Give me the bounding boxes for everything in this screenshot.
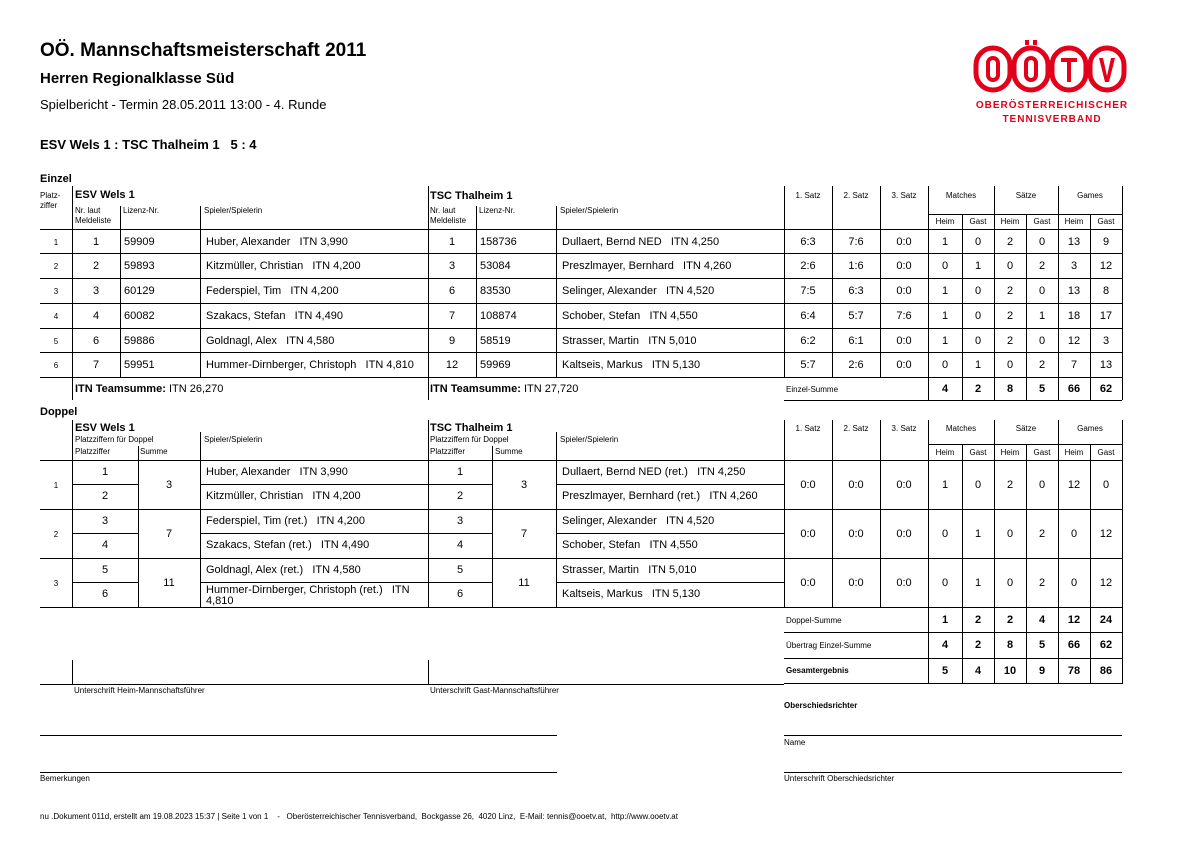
home-player-name: Kitzmüller, Christian ITN 4,200 bbox=[206, 260, 361, 272]
saetze-heim: 2 bbox=[1006, 335, 1014, 347]
row-platzziffer: 6 bbox=[53, 361, 59, 370]
uebertrag-label: Übertrag Einzel-Summe bbox=[786, 641, 872, 650]
logo-line-2: TENNISVERBAND bbox=[1002, 114, 1102, 125]
doppel-away-team: TSC Thalheim 1 bbox=[430, 422, 513, 434]
games-gast: 8 bbox=[1102, 285, 1110, 297]
home-lizenz-nr: 59909 bbox=[124, 236, 155, 248]
spieler-header-away-doppel: Spieler/Spielerin bbox=[560, 435, 619, 444]
home-meldeliste-nr: 1 bbox=[92, 236, 100, 248]
satz3-score: 0:0 bbox=[896, 335, 912, 347]
home-player-name: Federspiel, Tim ITN 4,200 bbox=[206, 285, 339, 297]
satz2-score: 5:7 bbox=[848, 310, 864, 322]
doppel-games-gast: 12 bbox=[1099, 528, 1113, 540]
away-itn-summe bbox=[430, 383, 578, 395]
home-meldeliste-nr: 4 bbox=[92, 310, 100, 322]
referee-title: Oberschiedsrichter bbox=[784, 701, 858, 710]
away-captain-signature-label: Unterschrift Gast-Mannschaftsführer bbox=[430, 686, 559, 695]
lizenz-header-away: Lizenz-Nr. bbox=[479, 206, 516, 215]
away-platzziffer-1: 1 bbox=[456, 466, 464, 478]
platzziffer-header: Platz-ziffer bbox=[40, 191, 61, 210]
doppel-matches-gast-header: Gast bbox=[969, 448, 987, 457]
satz1-score: 6:4 bbox=[800, 310, 816, 322]
saetze-heim: 0 bbox=[1006, 359, 1014, 371]
matches-gast: 0 bbox=[974, 285, 982, 297]
games-heim: 13 bbox=[1067, 285, 1081, 297]
satz2-score: 1:6 bbox=[848, 260, 864, 272]
satz2-score: 6:3 bbox=[848, 285, 864, 297]
doppel-sum-sh: 2 bbox=[1006, 614, 1014, 626]
matches-gast: 0 bbox=[974, 335, 982, 347]
doppel-matches-heim: 0 bbox=[941, 577, 949, 589]
home-platzziffer-1: 5 bbox=[101, 564, 109, 576]
doppel-games-header: Games bbox=[1077, 424, 1103, 433]
report-subtitle: Spielbericht - Termin 28.05.2011 13:00 - 4. Runde bbox=[40, 97, 327, 112]
home-lizenz-nr: 60082 bbox=[124, 310, 155, 322]
games-gast: 13 bbox=[1099, 359, 1113, 371]
doppel-games-heim: 12 bbox=[1067, 479, 1081, 491]
satz3-score: 0:0 bbox=[896, 359, 912, 371]
doppel-matches-gast: 0 bbox=[974, 479, 982, 491]
matches-heim: 1 bbox=[941, 285, 949, 297]
saetze-heim-header: Heim bbox=[1000, 217, 1020, 226]
gesamt-sum-sg: 9 bbox=[1038, 665, 1046, 677]
summe-header-home: Summe bbox=[140, 447, 168, 456]
satz3-score: 0:0 bbox=[896, 285, 912, 297]
uebertrag-sum-gh: 66 bbox=[1067, 639, 1081, 651]
home-itn-summe bbox=[75, 383, 223, 395]
saetze-heim: 2 bbox=[1006, 285, 1014, 297]
home-lizenz-nr: 59893 bbox=[124, 260, 155, 272]
satz3-header: 3. Satz bbox=[891, 191, 917, 200]
home-player-2: Kitzmüller, Christian ITN 4,200 bbox=[206, 490, 361, 502]
away-player-name: Kaltseis, Markus ITN 5,130 bbox=[562, 359, 701, 371]
uebertrag-sum-gg: 62 bbox=[1099, 639, 1113, 651]
away-lizenz-nr: 58519 bbox=[480, 335, 511, 347]
doppel-saetze-heim: 2 bbox=[1006, 479, 1014, 491]
doppel-summe-label: Doppel-Summe bbox=[786, 616, 842, 625]
referee-name-label: Name bbox=[784, 738, 806, 747]
saetze-heim: 2 bbox=[1006, 236, 1014, 248]
doppel-satz1-score: 0:0 bbox=[800, 479, 816, 491]
doppel-saetze-heim: 0 bbox=[1006, 528, 1014, 540]
doppel-saetze-gast: 0 bbox=[1038, 479, 1046, 491]
home-platzziffer-1: 3 bbox=[101, 515, 109, 527]
nr-header-away: Nr. laut Meldeliste bbox=[430, 206, 467, 225]
home-meldeliste-nr: 3 bbox=[92, 285, 100, 297]
footer-text: nu .Dokument 011d, erstellt am 19.08.2023 15:37 | Seite 1 von 1 - Oberösterreichischer Tennisverband, Bockgasse 26, 4020 Linz, E-Mail: tennis@ooetv.at, http://www.ooetv.at bbox=[40, 812, 678, 821]
away-player-1: Strasser, Martin ITN 5,010 bbox=[562, 564, 697, 576]
satz1-score: 6:2 bbox=[800, 335, 816, 347]
games-heim: 7 bbox=[1070, 359, 1078, 371]
matches-gast: 1 bbox=[974, 260, 982, 272]
games-heim: 12 bbox=[1067, 335, 1081, 347]
games-gast: 17 bbox=[1099, 310, 1113, 322]
gesamtergebnis-label: Gesamtergebnis bbox=[786, 666, 849, 675]
satz1-score: 2:6 bbox=[800, 260, 816, 272]
doppel-saetze-header: Sätze bbox=[1015, 424, 1037, 433]
away-player-name: Dullaert, Bernd NED ITN 4,250 bbox=[562, 236, 720, 248]
page-title: OÖ. Mannschaftsmeisterschaft 2011 bbox=[40, 40, 367, 61]
doppel-home-team: ESV Wels 1 bbox=[75, 422, 135, 434]
matches-heim: 1 bbox=[941, 335, 949, 347]
satz1-header: 1. Satz bbox=[795, 191, 821, 200]
away-itn-value: ITN 27,720 bbox=[523, 383, 579, 395]
itn-label-away: ITN Teamsumme: bbox=[430, 383, 521, 395]
pz-doppel-header-home: Platzziffern für Doppel bbox=[75, 435, 154, 444]
satz1-score: 5:7 bbox=[800, 359, 816, 371]
saetze-gast: 1 bbox=[1038, 310, 1046, 322]
home-player-name: Goldnagl, Alex ITN 4,580 bbox=[206, 335, 335, 347]
away-meldeliste-nr: 3 bbox=[448, 260, 456, 272]
doppel-sum-gg: 24 bbox=[1099, 614, 1113, 626]
satz1-score: 6:3 bbox=[800, 236, 816, 248]
referee-signature-label: Unterschrift Oberschiedsrichter bbox=[784, 774, 895, 783]
doppel-games-heim: 0 bbox=[1070, 528, 1078, 540]
home-lizenz-nr: 60129 bbox=[124, 285, 155, 297]
doppel-satz1-score: 0:0 bbox=[800, 577, 816, 589]
home-platzziffer-2: 4 bbox=[101, 539, 109, 551]
away-lizenz-nr: 158736 bbox=[480, 236, 517, 248]
pz-doppel-header-away: Platzziffern für Doppel bbox=[430, 435, 509, 444]
home-player-name: Huber, Alexander ITN 3,990 bbox=[206, 236, 348, 248]
remarks-label: Bemerkungen bbox=[40, 774, 90, 783]
away-platzziffer-2: 6 bbox=[456, 588, 464, 600]
doppel-games-gast: 0 bbox=[1102, 479, 1110, 491]
satz3-score: 7:6 bbox=[896, 310, 912, 322]
doppel-sum-sg: 4 bbox=[1038, 614, 1046, 626]
away-meldeliste-nr: 12 bbox=[445, 359, 459, 371]
saetze-header: Sätze bbox=[1015, 191, 1037, 200]
away-meldeliste-nr: 9 bbox=[448, 335, 456, 347]
away-player-2: Preszlmayer, Bernhard (ret.) ITN 4,260 bbox=[562, 490, 758, 502]
games-gast: 3 bbox=[1102, 335, 1110, 347]
doppel-satz2-header: 2. Satz bbox=[843, 424, 869, 433]
gesamt-sum-mg: 4 bbox=[974, 665, 982, 677]
doppel-saetze-heim-header: Heim bbox=[1000, 448, 1020, 457]
games-heim: 13 bbox=[1067, 236, 1081, 248]
gesamt-sum-sh: 10 bbox=[1003, 665, 1017, 677]
row-platzziffer: 4 bbox=[53, 312, 59, 321]
games-heim-header: Heim bbox=[1064, 217, 1084, 226]
saetze-gast: 2 bbox=[1038, 359, 1046, 371]
saetze-gast: 0 bbox=[1038, 285, 1046, 297]
doppel-satz3-header: 3. Satz bbox=[891, 424, 917, 433]
doppel-satz3-score: 0:0 bbox=[896, 577, 912, 589]
doppel-satz2-score: 0:0 bbox=[848, 577, 864, 589]
home-platzziffer-summe: 11 bbox=[163, 577, 175, 589]
doppel-saetze-gast: 2 bbox=[1038, 577, 1046, 589]
home-player-2: Szakacs, Stefan (ret.) ITN 4,490 bbox=[206, 539, 370, 551]
satz2-score: 7:6 bbox=[848, 236, 864, 248]
doppel-matches-gast: 1 bbox=[974, 528, 982, 540]
home-meldeliste-nr: 6 bbox=[92, 335, 100, 347]
matches-heim: 0 bbox=[941, 260, 949, 272]
doppel-sum-gh: 12 bbox=[1067, 614, 1081, 626]
home-meldeliste-nr: 2 bbox=[92, 260, 100, 272]
games-heim: 3 bbox=[1070, 260, 1078, 272]
away-meldeliste-nr: 7 bbox=[448, 310, 456, 322]
doppel-saetze-gast-header: Gast bbox=[1033, 448, 1051, 457]
home-player-name: Hummer-Dirnberger, Christoph ITN 4,810 bbox=[206, 359, 414, 371]
einzel-sum-sg: 5 bbox=[1038, 383, 1046, 395]
spieler-header-home-doppel: Spieler/Spielerin bbox=[204, 435, 263, 444]
doppel-saetze-gast: 2 bbox=[1038, 528, 1046, 540]
einzel-section-title: Einzel bbox=[40, 173, 72, 185]
doppel-matches-heim: 0 bbox=[941, 528, 949, 540]
itn-label-home: ITN Teamsumme: bbox=[75, 383, 166, 395]
home-player-1: Huber, Alexander ITN 3,990 bbox=[206, 466, 348, 478]
satz3-score: 0:0 bbox=[896, 236, 912, 248]
away-platzziffer-summe: 7 bbox=[520, 528, 528, 540]
games-gast: 12 bbox=[1099, 260, 1113, 272]
saetze-gast-header: Gast bbox=[1033, 217, 1051, 226]
einzel-summe-label: Einzel-Summe bbox=[786, 385, 839, 394]
doppel-satz3-score: 0:0 bbox=[896, 479, 912, 491]
home-platzziffer-2: 2 bbox=[101, 490, 109, 502]
away-lizenz-nr: 59969 bbox=[480, 359, 511, 371]
nr-header-home: Nr. laut Meldeliste bbox=[75, 206, 112, 225]
doppel-games-heim: 0 bbox=[1070, 577, 1078, 589]
einzel-sum-gh: 66 bbox=[1067, 383, 1081, 395]
einzel-home-team: ESV Wels 1 bbox=[75, 189, 135, 201]
saetze-heim: 2 bbox=[1006, 310, 1014, 322]
home-player-name: Szakacs, Stefan ITN 4,490 bbox=[206, 310, 343, 322]
away-meldeliste-nr: 1 bbox=[448, 236, 456, 248]
home-player-2-cont: 4,810 bbox=[206, 595, 234, 607]
matches-gast-header: Gast bbox=[969, 217, 987, 226]
doppel-games-heim-header: Heim bbox=[1064, 448, 1084, 457]
saetze-gast: 0 bbox=[1038, 335, 1046, 347]
einzel-sum-sh: 8 bbox=[1006, 383, 1014, 395]
away-lizenz-nr: 83530 bbox=[480, 285, 511, 297]
matches-header: Matches bbox=[945, 191, 977, 200]
satz2-score: 2:6 bbox=[848, 359, 864, 371]
home-lizenz-nr: 59886 bbox=[124, 335, 155, 347]
saetze-gast: 0 bbox=[1038, 236, 1046, 248]
platzziffer-header-away: Platzziffer bbox=[430, 447, 465, 456]
away-player-name: Selinger, Alexander ITN 4,520 bbox=[562, 285, 715, 297]
doppel-satz1-score: 0:0 bbox=[800, 528, 816, 540]
home-player-1: Goldnagl, Alex (ret.) ITN 4,580 bbox=[206, 564, 361, 576]
saetze-heim: 0 bbox=[1006, 260, 1014, 272]
matches-gast: 0 bbox=[974, 236, 982, 248]
doppel-satz1-header: 1. Satz bbox=[795, 424, 821, 433]
doppel-matches-gast: 1 bbox=[974, 577, 982, 589]
home-platzziffer-1: 1 bbox=[101, 466, 109, 478]
games-gast: 9 bbox=[1102, 236, 1110, 248]
einzel-sum-gg: 62 bbox=[1099, 383, 1113, 395]
away-platzziffer-1: 3 bbox=[456, 515, 464, 527]
away-platzziffer-summe: 3 bbox=[520, 479, 528, 491]
games-gast-header: Gast bbox=[1097, 217, 1115, 226]
row-platzziffer: 2 bbox=[53, 262, 59, 271]
doppel-sum-mh: 1 bbox=[941, 614, 949, 626]
row-platzziffer: 1 bbox=[53, 238, 59, 247]
doppel-games-gast: 12 bbox=[1099, 577, 1113, 589]
away-player-name: Schober, Stefan ITN 4,550 bbox=[562, 310, 698, 322]
away-platzziffer-1: 5 bbox=[456, 564, 464, 576]
satz1-score: 7:5 bbox=[800, 285, 816, 297]
away-player-1: Dullaert, Bernd NED (ret.) ITN 4,250 bbox=[562, 466, 746, 478]
satz3-score: 0:0 bbox=[896, 260, 912, 272]
einzel-away-team: TSC Thalheim 1 bbox=[430, 190, 513, 202]
gesamt-sum-mh: 5 bbox=[941, 665, 949, 677]
gesamt-sum-gg: 86 bbox=[1099, 665, 1113, 677]
doppel-row-platzziffer: 3 bbox=[53, 579, 59, 588]
doppel-matches-header: Matches bbox=[945, 424, 977, 433]
matches-heim: 1 bbox=[941, 310, 949, 322]
away-lizenz-nr: 53084 bbox=[480, 260, 511, 272]
satz2-header: 2. Satz bbox=[843, 191, 869, 200]
doppel-saetze-heim: 0 bbox=[1006, 577, 1014, 589]
satz2-score: 6:1 bbox=[848, 335, 864, 347]
summe-header-away: Summe bbox=[495, 447, 523, 456]
doppel-matches-heim: 1 bbox=[941, 479, 949, 491]
platzziffer-header-home: Platzziffer bbox=[75, 447, 110, 456]
away-player-2: Schober, Stefan ITN 4,550 bbox=[562, 539, 698, 551]
home-lizenz-nr: 59951 bbox=[124, 359, 155, 371]
away-player-1: Selinger, Alexander ITN 4,520 bbox=[562, 515, 715, 527]
row-platzziffer: 3 bbox=[53, 287, 59, 296]
away-platzziffer-2: 2 bbox=[456, 490, 464, 502]
doppel-satz3-score: 0:0 bbox=[896, 528, 912, 540]
uebertrag-sum-mh: 4 bbox=[941, 639, 949, 651]
doppel-satz2-score: 0:0 bbox=[848, 528, 864, 540]
home-platzziffer-2: 6 bbox=[101, 588, 109, 600]
doppel-section-title: Doppel bbox=[40, 406, 78, 418]
away-player-name: Strasser, Martin ITN 5,010 bbox=[562, 335, 697, 347]
home-player-2: Hummer-Dirnberger, Christoph (ret.) ITN bbox=[206, 584, 410, 596]
doppel-row-platzziffer: 1 bbox=[53, 481, 59, 490]
match-result: ESV Wels 1 : TSC Thalheim 1 5 : 4 bbox=[40, 137, 257, 152]
away-platzziffer-2: 4 bbox=[456, 539, 464, 551]
doppel-games-gast-header: Gast bbox=[1097, 448, 1115, 457]
home-itn-value: ITN 26,270 bbox=[168, 383, 224, 395]
matches-gast: 0 bbox=[974, 310, 982, 322]
doppel-matches-heim-header: Heim bbox=[935, 448, 955, 457]
spieler-header-home: Spieler/Spielerin bbox=[204, 206, 263, 215]
games-header: Games bbox=[1077, 191, 1103, 200]
matches-heim: 0 bbox=[941, 359, 949, 371]
einzel-sum-mg: 2 bbox=[974, 383, 982, 395]
matches-heim-header: Heim bbox=[935, 217, 955, 226]
logo-line-1: OBERÖSTERREICHISCHER bbox=[975, 100, 1129, 111]
einzel-sum-mh: 4 bbox=[941, 383, 949, 395]
away-player-2: Kaltseis, Markus ITN 5,130 bbox=[562, 588, 701, 600]
home-captain-signature-label: Unterschrift Heim-Mannschaftsführer bbox=[74, 686, 205, 695]
games-heim: 18 bbox=[1067, 310, 1081, 322]
lizenz-header-home: Lizenz-Nr. bbox=[123, 206, 160, 215]
away-lizenz-nr: 108874 bbox=[480, 310, 517, 322]
doppel-sum-mg: 2 bbox=[974, 614, 982, 626]
uebertrag-sum-mg: 2 bbox=[974, 639, 982, 651]
uebertrag-sum-sh: 8 bbox=[1006, 639, 1014, 651]
doppel-row-platzziffer: 2 bbox=[53, 530, 59, 539]
saetze-gast: 2 bbox=[1038, 260, 1046, 272]
home-meldeliste-nr: 7 bbox=[92, 359, 100, 371]
row-platzziffer: 5 bbox=[53, 337, 59, 346]
away-player-name: Preszlmayer, Bernhard ITN 4,260 bbox=[562, 260, 732, 272]
matches-heim: 1 bbox=[941, 236, 949, 248]
away-platzziffer-summe: 11 bbox=[518, 577, 530, 589]
uebertrag-sum-sg: 5 bbox=[1038, 639, 1046, 651]
home-platzziffer-summe: 7 bbox=[165, 528, 173, 540]
gesamt-sum-gh: 78 bbox=[1067, 665, 1081, 677]
away-meldeliste-nr: 6 bbox=[448, 285, 456, 297]
matches-gast: 1 bbox=[974, 359, 982, 371]
spieler-header-away: Spieler/Spielerin bbox=[560, 206, 619, 215]
doppel-satz2-score: 0:0 bbox=[848, 479, 864, 491]
home-player-1: Federspiel, Tim (ret.) ITN 4,200 bbox=[206, 515, 365, 527]
home-platzziffer-summe: 3 bbox=[165, 479, 173, 491]
league-name: Herren Regionalklasse Süd bbox=[40, 70, 235, 87]
